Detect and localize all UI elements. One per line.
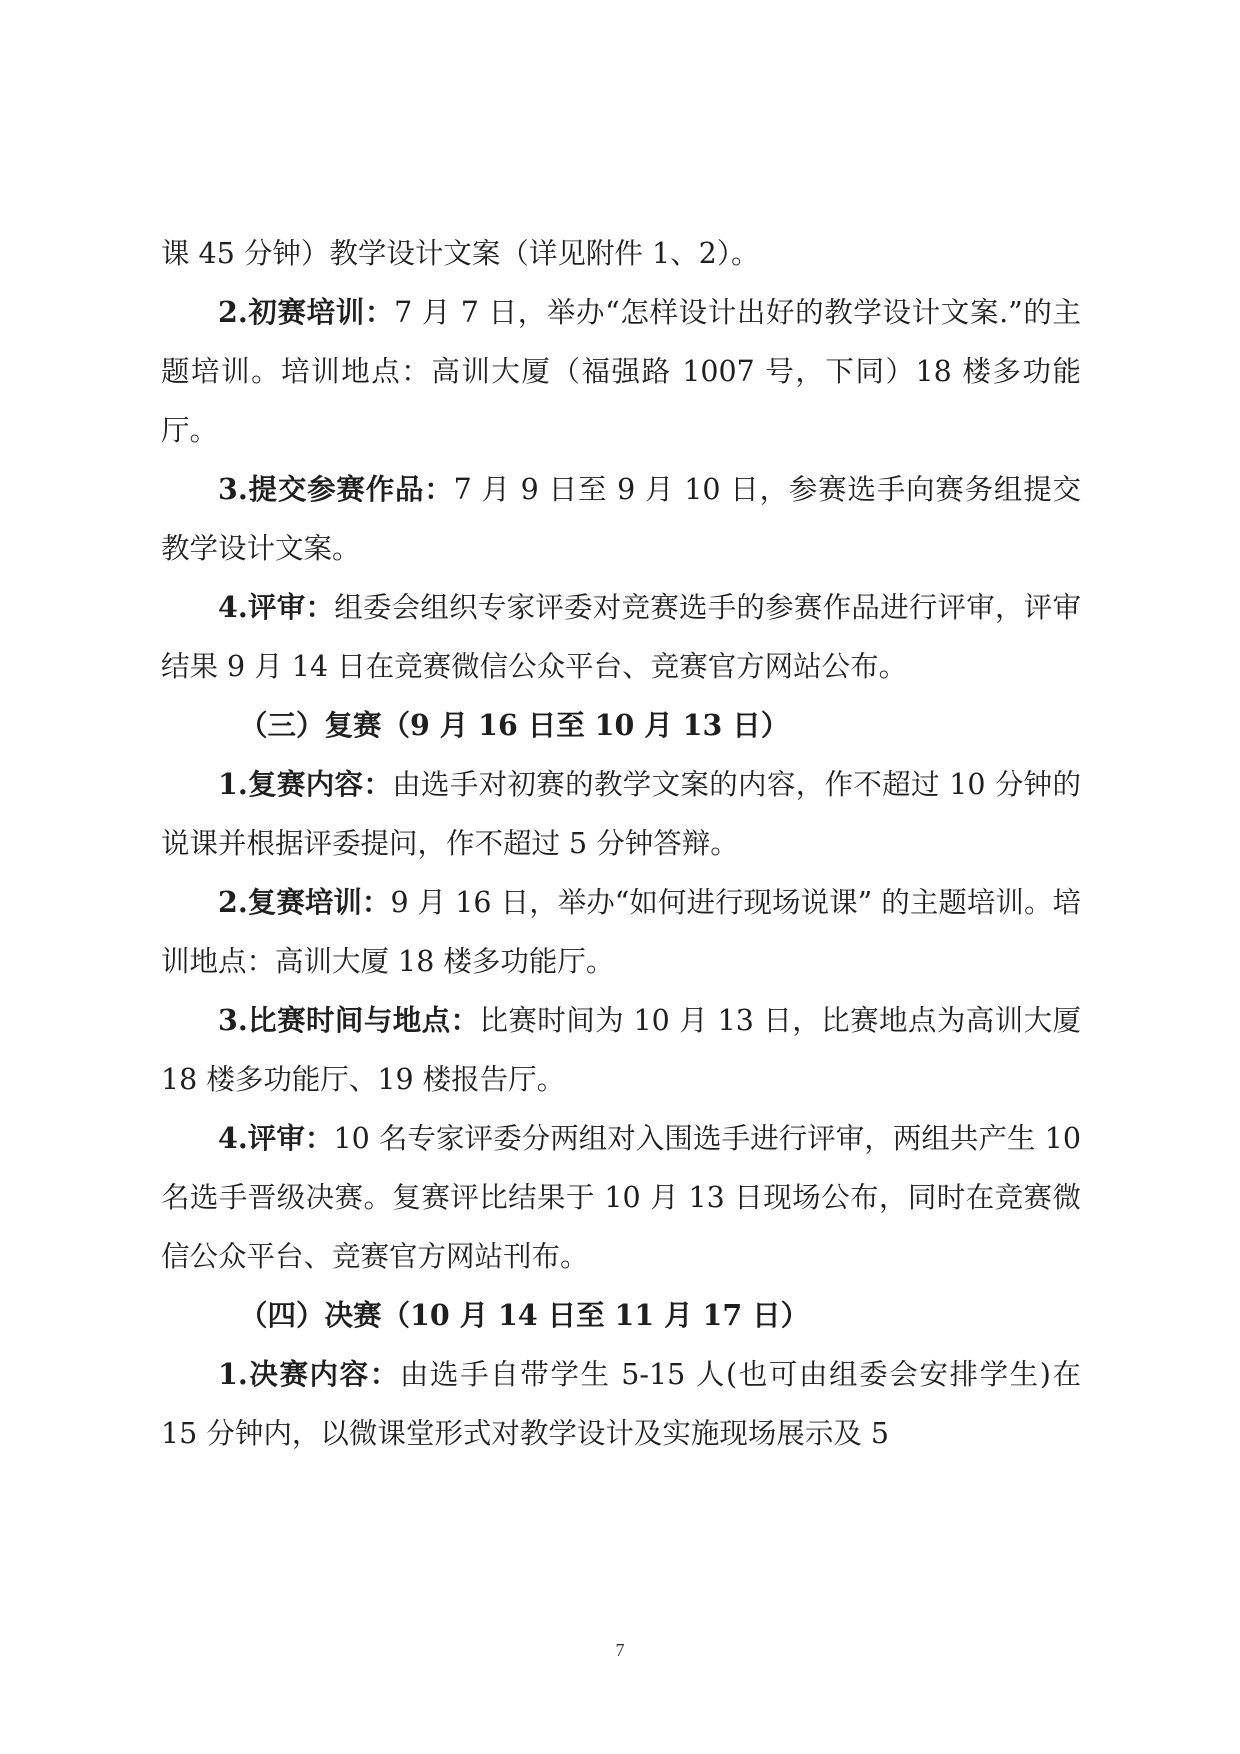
paragraph-text: 7 月 9 日至 9 月 10 日，参赛选手向赛务组提交教学设计文案。 — [161, 473, 1081, 565]
paragraph-text: 由选手自带学生 5-15 人(也可由组委会安排学生)在 15 分钟内，以微课堂形式对教学设计及实施现场展示及 5 — [161, 1358, 1081, 1450]
paragraph-lead: 3.比赛时间与地点： — [218, 1003, 480, 1037]
page-number: 7 — [615, 1640, 625, 1660]
paragraph — [161, 755, 1081, 873]
paragraph-lead: 3.提交参赛作品： — [218, 472, 454, 506]
paragraph — [161, 991, 1081, 1109]
paragraph-text: 课 45 分钟）教学设计文案（详见附件 1、2）。 — [161, 237, 760, 270]
paragraph-text: 比赛时间为 10 月 13 日，比赛地点为高训大厦 18 楼多功能厅、19 楼报告厅。 — [161, 1004, 1081, 1096]
section-heading: （四）决赛（10 月 14 日至 11 月 17 日） — [239, 1298, 810, 1332]
paragraph-text: 由选手对初赛的教学文案的内容，作不超过 10 分钟的说课并根据评委提问，作不超过 5 分钟答辩。 — [161, 768, 1081, 860]
paragraph-text: 组委会组织专家评委对竞赛选手的参赛作品进行评审，评审结果 9 月 14 日在竞赛微信公众平台、竞赛官方网站公布。 — [161, 591, 1081, 683]
paragraph — [161, 1109, 1081, 1286]
paragraph-text: 9 月 16 日，举办“如何进行现场说课” 的主题培训。培训地点：高训大厦 18 楼多功能厅。 — [161, 886, 1081, 978]
paragraph-lead: 2.复赛培训： — [218, 885, 391, 919]
paragraph — [161, 1345, 1081, 1463]
paragraph — [161, 578, 1081, 696]
section-heading: （三）复赛（9 月 16 日至 10 月 13 日） — [239, 708, 790, 742]
paragraph-lead: 1.复赛内容： — [218, 767, 393, 801]
paragraph-lead: 1.决赛内容： — [218, 1357, 400, 1391]
paragraph — [161, 283, 1081, 460]
paragraph — [161, 224, 1081, 283]
body-text — [161, 224, 1081, 1463]
paragraph-lead: 2.初赛培训： — [218, 295, 395, 329]
paragraph — [161, 460, 1081, 578]
paragraph-text: 7 月 7 日，举办“怎样设计出好的教学设计文案.”的主题培训。培训地点：高训大厦（福强路 1007 号，下同）18 楼多功能厅。 — [161, 296, 1081, 447]
paragraph-lead: 4.评审： — [218, 590, 335, 624]
paragraph-lead: 4.评审： — [218, 1121, 334, 1155]
paragraph-text: 10 名专家评委分两组对入围选手进行评审，两组共产生 10 名选手晋级决赛。复赛评比结果于 10 月 13 日现场公布，同时在竞赛微信公众平台、竞赛官方网站刊布。 — [161, 1122, 1081, 1273]
paragraph — [161, 873, 1081, 991]
